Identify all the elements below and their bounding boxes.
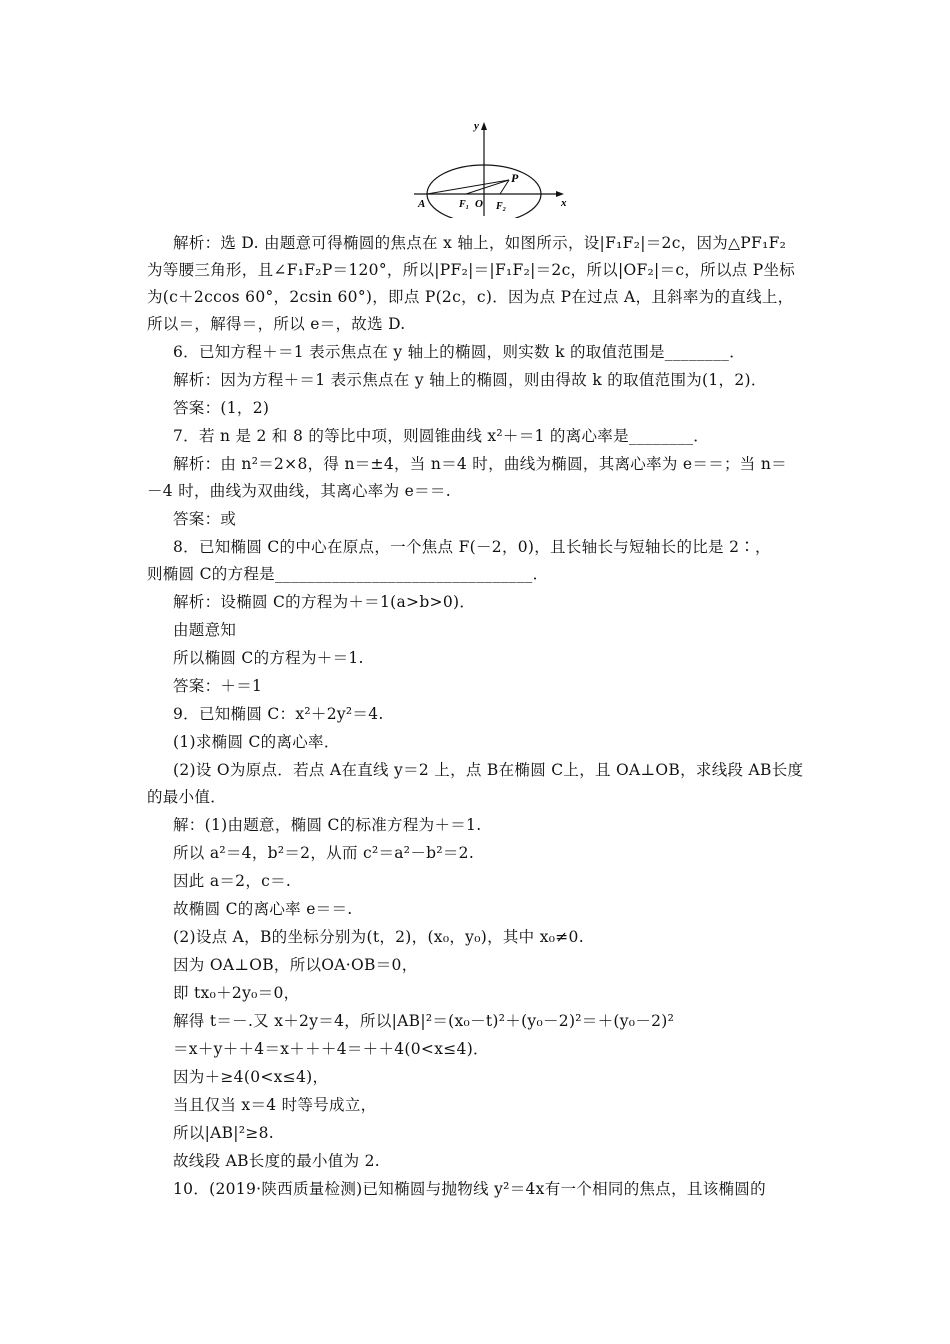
solution-5-line-1: 解析：选 D. 由题意可得椭圆的焦点在 x 轴上，如图所示，设|F₁F₂|＝2c，因为△PF₁F₂ (173, 234, 787, 252)
solution-7-line-1: 解析：由 n²＝2×8，得 n＝±4，当 n＝4 时，曲线为椭圆，其离心率为 e＝＝；当 n＝ (173, 455, 787, 473)
solution-9-line-12: 所以|AB|²≥8. (173, 1124, 275, 1142)
answer-8: 答案：＋＝1 (173, 677, 263, 695)
solution-9-line-8: 解得 t＝－.又 x＋2y＝4，所以|AB|²＝(x₀－t)²＋(y₀－2)²＝＋(y₀－2)² (173, 1012, 675, 1030)
solution-7-line-2: －4 时，曲线为双曲线，其离心率为 e＝＝. (147, 482, 451, 500)
question-9-part-1: (1)求椭圆 C的离心率． (173, 733, 340, 751)
ellipse-figure (410, 118, 580, 218)
line-F1P (466, 180, 509, 194)
y-axis-arrow (481, 122, 487, 130)
label-P: P (511, 171, 519, 185)
y-axis-label: y (474, 120, 479, 132)
solution-9-line-6: 因为 OA⊥OB，所以OA·OB＝0， (173, 956, 418, 974)
question-9: 9．已知椭圆 C：x²＋2y²＝4. (173, 705, 384, 723)
solution-8-line-2: 由题意知 (173, 621, 237, 639)
answer-6: 答案：(1，2) (173, 399, 270, 417)
line-AP (427, 180, 509, 194)
solution-9-line-13: 故线段 AB长度的最小值为 2. (173, 1152, 381, 1170)
solution-9-line-4: 故椭圆 C的离心率 e＝＝. (173, 900, 353, 918)
solution-5-line-2: 为等腰三角形，且∠F₁F₂P＝120°，所以|PF₂|＝|F₁F₂|＝2c，所以|OF₂|＝c，所以点 P坐标 (147, 261, 796, 279)
solution-9-line-9: ＝x＋y＋＋4＝x＋＋＋4＝＋＋4(0<x≤4)． (173, 1040, 489, 1058)
question-9-part-2-line-2: 的最小值． (147, 788, 227, 806)
label-F2: F₂ (496, 201, 507, 212)
solution-6: 解析：因为方程＋＝1 表示焦点在 y 轴上的椭圆，则由得故 k 的取值范围为(1，2)． (173, 371, 767, 389)
solution-9-line-1: 解：(1)由题意，椭圆 C的标准方程为＋＝1. (173, 816, 482, 834)
solution-9-line-2: 所以 a²＝4，b²＝2，从而 c²＝a²－b²＝2. (173, 844, 475, 862)
solution-5-line-3: 为(c＋2ccos 60°，2csin 60°)，即点 P(2c，c)．因为点 P在过点 A，且斜率为的直线上， (147, 288, 794, 306)
question-10-line-1: 10．(2019·陕西质量检测)已知椭圆与抛物线 y²＝4x有一个相同的焦点，且该椭圆的 (173, 1180, 766, 1198)
solution-9-line-3: 因此 a＝2，c＝. (173, 872, 292, 890)
solution-8-line-1: 解析：设椭圆 C的方程为＋＝1(a>b>0)． (173, 593, 476, 611)
question-6: 6．已知方程＋＝1 表示焦点在 y 轴上的椭圆，则实数 k 的取值范围是________． (173, 343, 746, 361)
label-F1: F₁ (459, 199, 470, 210)
label-A: A (418, 198, 426, 210)
solution-5-line-4: 所以＝，解得＝，所以 e＝，故选 D. (147, 315, 406, 333)
question-8-line-2: 则椭圆 C的方程是________________________________． (147, 565, 549, 583)
x-axis-label: x (561, 197, 567, 209)
solution-9-line-11: 当且仅当 x＝4 时等号成立， (173, 1096, 377, 1114)
ellipse-diagram (410, 118, 580, 218)
label-O: O (475, 198, 483, 210)
solution-9-line-5: (2)设点 A，B的坐标分别为(t，2)，(x₀，y₀)，其中 x₀≠0. (173, 928, 584, 946)
question-9-part-2-line-1: (2)设 O为原点．若点 A在直线 y＝2 上，点 B在椭圆 C上，且 OA⊥OB，求线段 AB长度 (173, 761, 804, 779)
solution-8-line-3: 所以椭圆 C的方程为＋＝1. (173, 649, 364, 667)
question-8-line-1: 8．已知椭圆 C的中心在原点，一个焦点 F(－2，0)，且长轴长与短轴长的比是 2∶， (173, 538, 771, 556)
answer-7: 答案：或 (173, 510, 237, 528)
solution-9-line-7: 即 tx₀＋2y₀＝0， (173, 984, 300, 1002)
solution-9-line-10: 因为＋≥4(0<x≤4)， (173, 1068, 329, 1086)
question-7: 7．若 n 是 2 和 8 的等比中项，则圆锥曲线 x²＋＝1 的离心率是________． (173, 427, 710, 445)
